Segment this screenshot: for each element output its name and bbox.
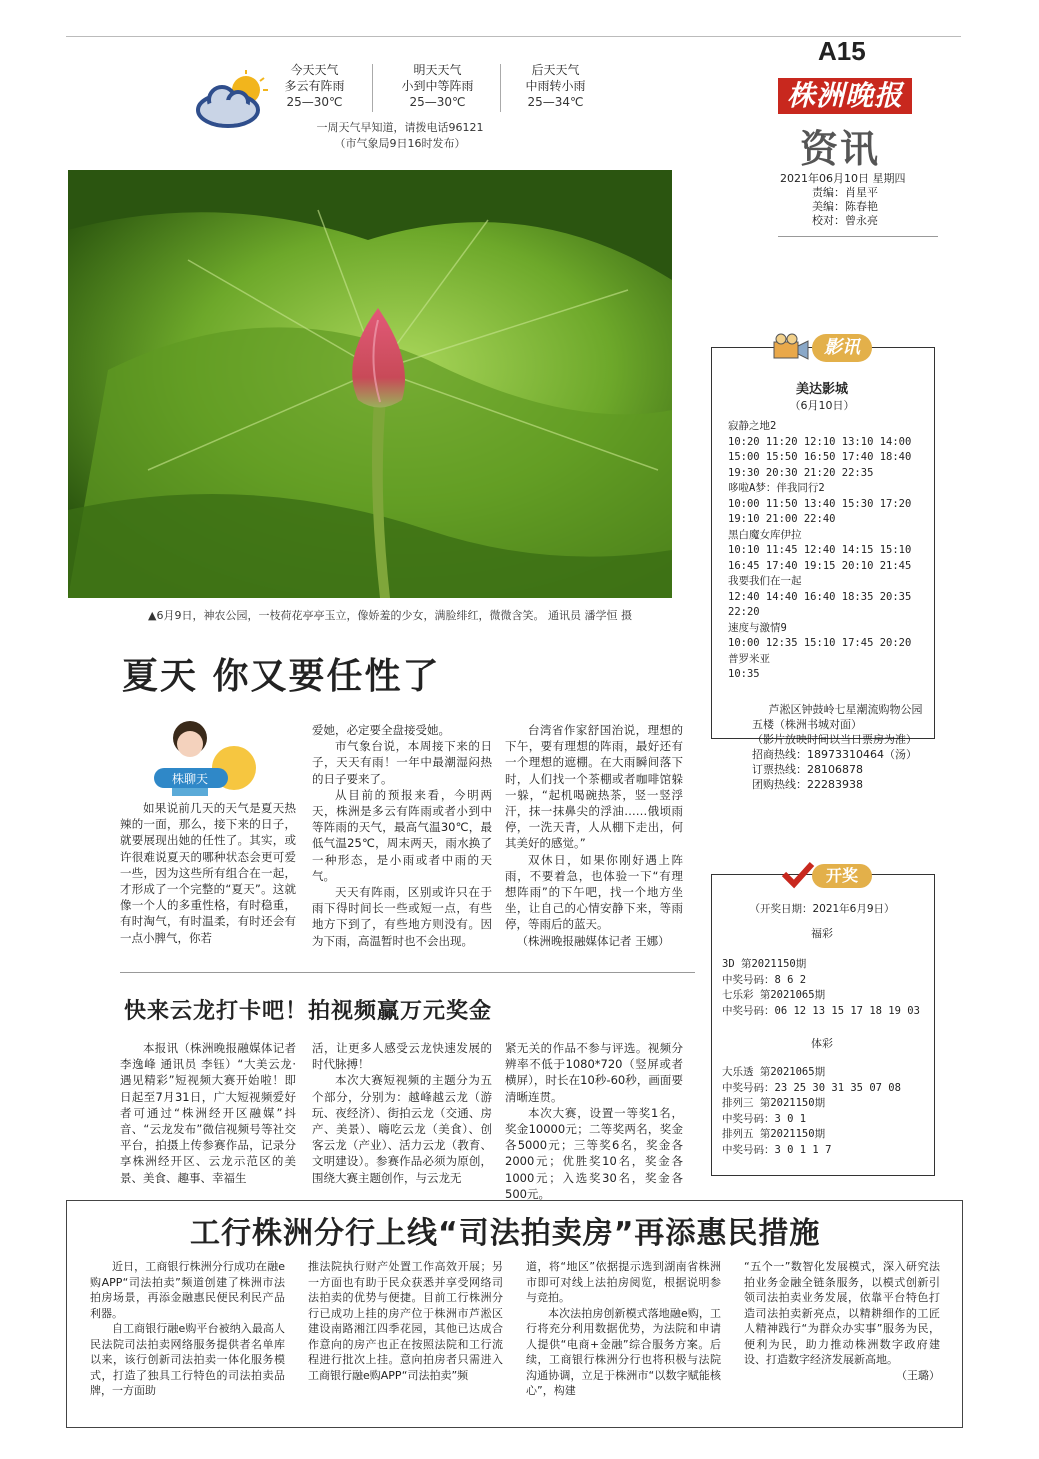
sports-result-line: 中奖号码：3 0 1: [722, 1112, 807, 1125]
film-title: 普罗米亚: [728, 652, 770, 665]
film-title: 哆啦A梦：伴我同行2: [728, 482, 825, 494]
article3-col3: [526, 1259, 721, 1399]
welfare-result-line: 中奖号码：06 12 13 15 17 18 19 03: [722, 1004, 920, 1017]
article3-byline: （王璐）: [896, 1368, 940, 1382]
weather-today-label: 今天天气: [290, 63, 339, 77]
weather-divider: [500, 64, 501, 112]
article3-col2: [308, 1259, 503, 1383]
photo-caption: ▲6月9日，神农公园，一枝荷花亭亭玉立，像娇羞的少女，满脸绯红，微微含笑。 通讯员 潘学恒 摄: [148, 609, 632, 622]
columnist-avatar-label: 株聊天: [171, 772, 209, 786]
editor-credit: 责编：肖星平: [812, 186, 878, 199]
sports-result-line: 大乐透 第2021065期: [722, 1066, 826, 1078]
showtimes: 19:10 21:00 22:40: [728, 513, 836, 525]
columnist-avatar: [150, 716, 270, 796]
article3-paragraph: 道，将“地区”依据提示选到湖南省株洲市即可对线上法拍房阅览，根据说明参与竞拍。: [526, 1260, 721, 1304]
film-title: 速度与激情9: [728, 621, 787, 634]
welfare-result-line: 3D 第2021150期: [722, 958, 807, 970]
weather-note: [280, 120, 520, 152]
masthead-rule: [778, 236, 938, 237]
cinema-tag: 影讯: [812, 334, 872, 362]
cinema-info: [752, 702, 927, 792]
article2-col3: [505, 1040, 683, 1202]
cinema-date: （6月10日）: [789, 399, 855, 412]
film-title: 我要我们在一起: [728, 575, 802, 587]
edition-date: 2021年06月10日 星期四: [780, 172, 906, 185]
article-divider: [120, 972, 695, 973]
film-title: 寂静之地2: [728, 420, 777, 432]
welfare-heading: 福彩: [811, 927, 833, 940]
article3-paragraph: 近日，工商银行株洲分行成功在融e购APP“司法拍卖”频道创建了株洲市法拍房场景，再添金融惠民便民利民产品利器。: [90, 1260, 285, 1320]
article2-headline: 快来云龙打卡吧！拍视频赢万元奖金: [124, 999, 493, 1024]
cinema-note: （影片放映时间以当日票房为准）: [752, 733, 917, 746]
showtimes: 10:10 11:45 12:40 14:15 15:10: [728, 544, 912, 556]
weather-note-line1: 一周天气早知道，请拨电话96121: [316, 121, 484, 134]
lottery-tag: 开奖: [812, 864, 872, 888]
article2-paragraph: 紧无关的作品不参与评选。视频分辨率不低于1080*720（竖屏或者横屏），时长在10秒-60秒，画面要清晰连贯。: [505, 1041, 683, 1104]
showtimes: 10:35: [728, 668, 760, 680]
cinema-hotline-booking: 订票热线：28106878: [752, 763, 863, 776]
article2-paragraph: 本次大赛，设置一等奖1名，奖金10000元；二等奖两名，奖金各5000元；三等奖6名，奖金各2000元；优胜奖10名，奖金各1000元；入选奖30名，奖金各500元。: [505, 1105, 683, 1201]
showtimes: 10:20 11:20 12:10 13:10 14:00: [728, 435, 912, 448]
article1-headline: 夏天 你又要任性了: [122, 656, 441, 697]
film-list: [728, 419, 928, 683]
article2-paragraph: 活，让更多人感受云龙快速发展的时代脉搏！: [312, 1041, 492, 1072]
weather-note-line2: （市气象局9日16时发布）: [334, 137, 466, 150]
section-title: 资讯: [800, 126, 881, 171]
article1-paragraph: 天天有阵雨，区别或许只在于雨下得时间长一些或短一点，有些地方下到了，有些地方则没有。因为下雨，高温暂时也不会出现。: [312, 885, 492, 948]
article1-col1: [120, 800, 296, 946]
lottery-date: （开奖日期：2021年6月9日）: [749, 903, 895, 915]
sports-result-line: 中奖号码：23 25 30 31 35 07 08: [722, 1081, 901, 1094]
article1-paragraph: 市气象台说，本周接下来的日子，天天有雨！一年中最潮湿闷热的日子要来了。: [312, 739, 492, 786]
weather-tomorrow-label: 明天天气: [413, 63, 462, 77]
sports-result-line: 中奖号码：3 0 1 1 7: [722, 1143, 832, 1156]
article3-col1: [90, 1259, 285, 1399]
weather-after-temp: 25—34℃: [527, 95, 584, 109]
article3-paragraph: “五个一”数智化发展模式，深入研究法拍业务金融全链条服务，以模式创新引领司法拍卖业务发展，依靠平台特色打造司法拍卖新亮点，以精耕细作的工匠人精神践行“为群众办实事”服务为民，便利为民，助力推动株洲数字政府建设、打造数字经济发展新高地。: [744, 1260, 940, 1366]
article1-col3: [505, 722, 683, 949]
weather-today-desc: 多云有阵雨: [284, 79, 345, 93]
weather-after-label: 后天天气: [531, 63, 580, 77]
weather-tomorrow: [385, 62, 490, 110]
showtimes: 15:00 15:50 16:50 17:40 18:40: [728, 451, 912, 463]
article1-byline: （株洲晚报融媒体记者 王娜）: [516, 933, 670, 948]
sports-result-line: 排列三 第2021150期: [722, 1097, 826, 1109]
showtimes: 16:45 17:40 19:15 20:10 21:45: [728, 559, 912, 572]
showtimes: 19:30 20:30 21:20 22:35: [728, 466, 874, 479]
sports-heading: 体彩: [811, 1037, 833, 1050]
article3-paragraph: 本次法拍房创新模式落地融e购，工行将充分利用数据优势，为法院和申请人提供“电商+金融”综合服务方案。后续，工商银行株洲分行也将积极与法院沟通协调，立足于株洲市“以数字赋能核心”，构建: [526, 1306, 721, 1397]
welfare-result-line: 中奖号码：8 6 2: [722, 973, 807, 986]
article1-paragraph: 台湾省作家舒国治说，理想的下午，要有理想的阵雨，最好还有一个理想的遮棚。在大雨瞬间落下时，人们找一个茶棚或者咖啡馆躲一躲，“起机喝碗热茶，竖一竖浮汗，抹一抹鼻尖的浮油……俄顷雨停，一洗天青，人从棚下走出，何其美好的感觉。”: [505, 723, 683, 851]
article1-paragraph: 双休日，如果你刚好遇上阵雨，不要着急，也体验一下“有理想阵雨”的下午吧，找一个地方坐坐，让自己的心情安静下来，等雨停，等雨后的蓝天。: [505, 852, 683, 932]
article2-col2: [312, 1040, 492, 1186]
weather-today-temp: 25—30℃: [286, 95, 343, 109]
lotus-photo: [68, 170, 672, 598]
showtimes: 10:00 12:35 15:10 17:45 20:20: [728, 637, 912, 649]
article2-paragraph: 本次大赛短视频的主题分为五个部分，分别为：越峰越云龙（游玩、夜经济）、街拍云龙（交通、房产、美景）、嗨吃云龙（美食）、创客云龙（产业）、活力云龙（教育、文明建设）。参赛作品必须为原创，围绕大赛主题创作，与云龙无: [312, 1073, 492, 1185]
weather-after: [503, 62, 608, 110]
article2-col1: [120, 1040, 296, 1186]
article1-paragraph: 爱她，必定要全盘接受她。: [312, 723, 450, 737]
article2-paragraph: 本报讯（株洲晚报融媒体记者李逸峰 通讯员 李钰）“大美云龙·遇见精彩”短视频大赛开始啦！即日起至7月31日，广大短视频爱好者可通过“株洲经开区融媒”抖音、“云龙发布”微信视频号等社交平台，拍摄上传参赛作品，记录分享株洲经开区、云龙示范区的美景、美食、趣事、幸福生: [120, 1041, 296, 1185]
sports-result-line: 排列五 第2021150期: [722, 1128, 826, 1140]
weather-tomorrow-temp: 25—30℃: [409, 95, 466, 109]
film-camera-icon: [772, 332, 810, 362]
newspaper-logo: 株洲晚报: [778, 78, 912, 114]
article3-paragraph: 推法院执行财产处置工作高效开展；另一方面也有助于民众获悉并享受网络司法拍卖的优势与便捷。目前工行株洲分行已成功上挂的房产位于株洲市芦淞区建设南路湘江四季花园，其他已达成合作意向的房产也正在按照法院和工行流程进行批次上挂。意向拍房者只需进入工商银行融e购APP“司法拍卖”频: [308, 1260, 503, 1382]
weather-divider: [372, 64, 373, 112]
cinema-address: 芦淞区钟鼓岭七星潮流购物公园五楼（株洲书城对面）: [752, 703, 923, 731]
showtimes: 22:20: [728, 606, 760, 618]
welfare-list: [722, 957, 932, 1019]
checkmark-icon: [780, 860, 816, 890]
article3-col4: [744, 1259, 940, 1383]
article1-paragraph: 从目前的预报来看，今明两天，株洲是多云有阵雨或者小到中等阵雨的天气，最高气温30℃，最低气温25℃，周末两天，雨水换了一种形态，是小雨或者中雨的天气。: [312, 787, 492, 883]
cinema-hotline-invest: 招商热线：18973310464（汤）: [752, 748, 917, 761]
designer-credit: 美编：陈春艳: [812, 200, 878, 213]
page-number: A15: [818, 36, 866, 66]
cinema-hotline-group: 团购热线：22283938: [752, 778, 863, 791]
film-title: 黑白魔女库伊拉: [728, 528, 802, 541]
sports-list: [722, 1065, 932, 1158]
weather-after-desc: 中雨转小雨: [525, 79, 586, 93]
article3-paragraph: 自工商银行融e购平台被纳入最高人民法院司法拍卖网络服务提供者名单库以来，该行创新司法拍卖一体化服务模式，打造了独具工行特色的司法拍卖品牌，一方面助: [90, 1322, 285, 1397]
weather-tomorrow-desc: 小到中等阵雨: [401, 79, 474, 93]
article1-col2: [312, 722, 492, 949]
article3-headline: 工行株洲分行上线“司法拍卖房”再添惠民措施: [190, 1216, 821, 1251]
showtimes: 12:40 14:40 16:40 18:35 20:35: [728, 590, 912, 603]
cinema-name: 美达影城: [795, 382, 848, 397]
proof-credit: 校对：曾永亮: [812, 214, 878, 227]
welfare-result-line: 七乐彩 第2021065期: [722, 989, 826, 1001]
showtimes: 10:00 11:50 13:40 15:30 17:20: [728, 497, 912, 510]
weather-today: [262, 62, 367, 110]
edition-meta: [778, 172, 928, 228]
article1-paragraph: 如果说前几天的天气是夏天热辣的一面，那么，接下来的日子，就要展现出她的任性了。其实，或许很难说夏天的哪种状态会更可爱一些，因为这些所有组合在一起，才形成了一个完整的“夏天”。这就像一个人的多重性格，有时稳重，有时淘气，有时温柔，有时还会有一点小脾气，你若: [120, 801, 296, 945]
